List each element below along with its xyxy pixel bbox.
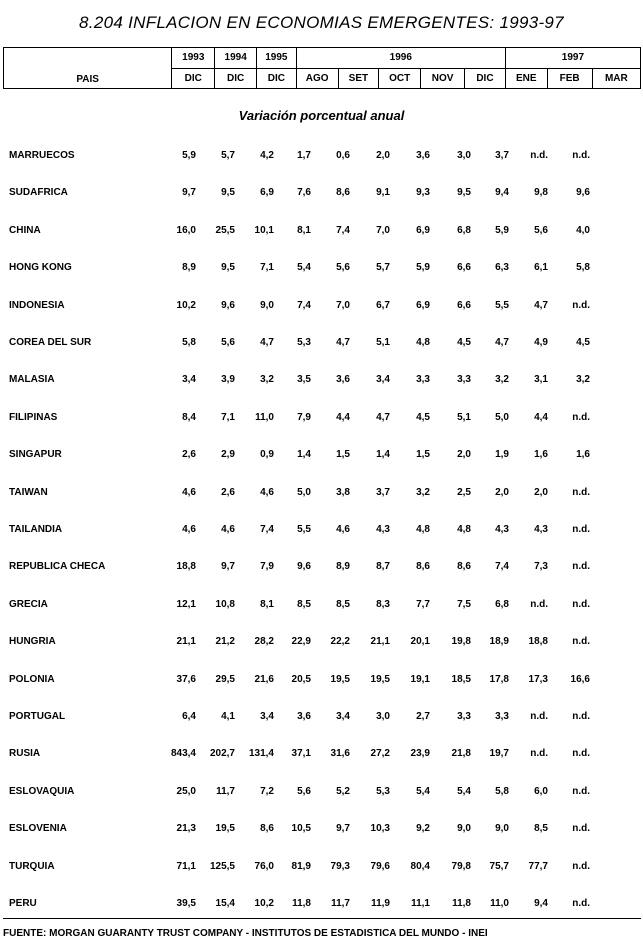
value-cell: n.d. [530,150,548,161]
value-cell: n.d. [572,412,590,423]
header-pais: PAIS [4,48,172,89]
table-row [0,711,643,727]
table-row [0,786,643,802]
value-cell: 9,7 [336,823,350,834]
value-cell: 1,6 [534,449,548,460]
value-cell: 8,1 [260,599,274,610]
value-cell: 22,2 [330,636,350,647]
value-cell: 7,5 [457,599,471,610]
value-cell: 3,6 [416,150,430,161]
value-cell: n.d. [572,487,590,498]
value-cell: 9,4 [534,898,548,909]
value-cell: 79,8 [451,861,471,872]
value-cell: 7,4 [260,524,274,535]
value-cell: 7,4 [336,225,350,236]
table-subtitle: Variación porcentual anual [238,108,405,123]
page-title: 8.204 INFLACION EN ECONOMIAS EMERGENTES: 1993-97 [79,13,564,32]
value-cell: 10,5 [291,823,311,834]
country-name: MARRUECOS [9,150,75,161]
value-cell: 3,3 [416,374,430,385]
value-cell: 0,6 [336,150,350,161]
table-row [0,599,643,615]
value-cell: 4,5 [457,337,471,348]
country-name: SINGAPUR [9,449,62,460]
country-name: TURQUIA [9,861,55,872]
value-cell: 5,6 [297,786,311,797]
value-cell: 3,0 [457,150,471,161]
value-cell: 27,2 [370,748,390,759]
value-cell: n.d. [572,748,590,759]
country-name: COREA DEL SUR [9,337,92,348]
table-row [0,187,643,203]
value-cell: 2,0 [495,487,509,498]
value-cell: 2,6 [221,487,235,498]
value-cell: 3,4 [260,711,274,722]
value-cell: 17,3 [528,674,548,685]
value-cell: 77,7 [528,861,548,872]
value-cell: 21,6 [254,674,274,685]
value-cell: 5,5 [495,300,509,311]
value-cell: 29,5 [215,674,235,685]
header-month: AGO [296,69,338,89]
value-cell: 4,1 [221,711,235,722]
value-cell: 9,5 [221,187,235,198]
value-cell: 81,9 [291,861,311,872]
value-cell: 3,8 [336,487,350,498]
value-cell: 8,5 [534,823,548,834]
table-row [0,374,643,390]
value-cell: 39,5 [176,898,196,909]
bottom-rule [3,918,641,919]
value-cell: 11,9 [371,898,390,909]
country-name: HUNGRIA [9,636,56,647]
header-month: FEB [547,69,592,89]
value-cell: 131,4 [248,748,274,759]
value-cell: 9,0 [260,300,274,311]
country-name: ESLOVENIA [9,823,67,834]
value-cell: n.d. [530,599,548,610]
value-cell: 2,7 [416,711,430,722]
value-cell: 4,2 [260,150,274,161]
header-month: DIC [215,69,257,89]
value-cell: 16,6 [570,674,590,685]
value-cell: 2,0 [376,150,390,161]
country-name: FILIPINAS [9,412,58,423]
header-year-1993: 1993 [172,48,215,69]
table-row [0,861,643,877]
value-cell: n.d. [572,636,590,647]
value-cell: 18,9 [489,636,509,647]
country-name: REPUBLICA CHECA [9,561,106,572]
value-cell: 5,4 [457,786,471,797]
header-year-1994: 1994 [215,48,257,69]
table-row [0,636,643,652]
value-cell: 12,1 [176,599,196,610]
value-cell: 5,9 [416,262,430,273]
value-cell: 10,1 [254,225,274,236]
value-cell: 9,4 [495,187,509,198]
value-cell: 125,5 [209,861,235,872]
table-row [0,561,643,577]
value-cell: 5,6 [336,262,350,273]
value-cell: n.d. [572,599,590,610]
value-cell: n.d. [572,524,590,535]
value-cell: 4,7 [534,300,548,311]
header-year-1995: 1995 [257,48,297,69]
value-cell: 3,4 [182,374,196,385]
value-cell: 28,2 [254,636,274,647]
value-cell: 79,6 [370,861,390,872]
value-cell: 4,6 [221,524,235,535]
country-name: TAIWAN [9,487,48,498]
value-cell: 4,5 [416,412,430,423]
country-name: TAILANDIA [9,524,63,535]
value-cell: 20,1 [410,636,430,647]
value-cell: 9,5 [457,187,471,198]
value-cell: 8,6 [336,187,350,198]
value-cell: n.d. [530,748,548,759]
value-cell: 6,1 [534,262,548,273]
value-cell: 9,8 [534,187,548,198]
header-month: MAR [592,69,640,89]
table-row [0,748,643,764]
value-cell: 5,0 [297,487,311,498]
value-cell: 202,7 [209,748,235,759]
table-row [0,337,643,353]
value-cell: 4,3 [534,524,548,535]
value-cell: 21,1 [370,636,390,647]
value-cell: 3,2 [416,487,430,498]
value-cell: n.d. [572,823,590,834]
value-cell: 3,1 [534,374,548,385]
value-cell: 3,2 [260,374,274,385]
value-cell: 4,7 [495,337,509,348]
value-cell: 19,1 [410,674,430,685]
value-cell: 6,3 [495,262,509,273]
country-name: INDONESIA [9,300,65,311]
header-year-1996: 1996 [296,48,505,69]
value-cell: 19,7 [489,748,509,759]
value-cell: 5,3 [376,786,390,797]
value-cell: 9,7 [182,187,196,198]
value-cell: 8,6 [260,823,274,834]
value-cell: 71,1 [176,861,196,872]
value-cell: 4,6 [182,487,196,498]
value-cell: 4,0 [576,225,590,236]
value-cell: 18,8 [528,636,548,647]
value-cell: n.d. [572,861,590,872]
value-cell: 2,0 [534,487,548,498]
value-cell: 5,4 [297,262,311,273]
value-cell: 3,9 [221,374,235,385]
value-cell: 4,8 [457,524,471,535]
value-cell: 5,1 [457,412,471,423]
value-cell: 7,0 [376,225,390,236]
country-name: SUDAFRICA [9,187,68,198]
column-header-table [3,47,641,89]
header-month: DIC [257,69,297,89]
value-cell: 7,4 [297,300,311,311]
value-cell: 8,1 [297,225,311,236]
value-cell: 7,2 [260,786,274,797]
value-cell: 79,3 [330,861,350,872]
value-cell: 3,2 [576,374,590,385]
value-cell: 10,8 [215,599,235,610]
value-cell: 4,3 [495,524,509,535]
value-cell: 75,7 [489,861,509,872]
value-cell: 8,7 [376,561,390,572]
value-cell: 17,8 [489,674,509,685]
value-cell: 6,6 [457,300,471,311]
value-cell: n.d. [530,711,548,722]
value-cell: 25,5 [215,225,235,236]
value-cell: 1,5 [336,449,350,460]
country-name: RUSIA [9,748,41,759]
value-cell: 2,6 [182,449,196,460]
value-cell: 5,3 [297,337,311,348]
header-month: DIC [465,69,506,89]
value-cell: 1,4 [297,449,311,460]
value-cell: 15,4 [215,898,235,909]
value-cell: 6,8 [457,225,471,236]
value-cell: 5,9 [182,150,196,161]
value-cell: 4,6 [182,524,196,535]
header-month: ENE [505,69,547,89]
country-name: HONG KONG [9,262,72,273]
value-cell: 6,7 [376,300,390,311]
value-cell: 31,6 [330,748,350,759]
header-year-1997: 1997 [505,48,640,69]
value-cell: 8,6 [457,561,471,572]
value-cell: 1,4 [376,449,390,460]
value-cell: 6,0 [534,786,548,797]
value-cell: 1,7 [297,150,311,161]
value-cell: 3,3 [457,374,471,385]
value-cell: 7,0 [336,300,350,311]
value-cell: 9,0 [457,823,471,834]
value-cell: 11,0 [255,412,274,423]
value-cell: 21,2 [215,636,235,647]
value-cell: 1,9 [495,449,509,460]
value-cell: 5,8 [495,786,509,797]
value-cell: 2,0 [457,449,471,460]
value-cell: 7,4 [495,561,509,572]
table-row [0,823,643,839]
value-cell: 21,3 [176,823,196,834]
value-cell: 3,7 [495,150,509,161]
value-cell: 7,7 [416,599,430,610]
value-cell: 4,4 [534,412,548,423]
value-cell: 21,8 [451,748,471,759]
table-row [0,300,643,316]
value-cell: 4,8 [416,524,430,535]
value-cell: 3,0 [376,711,390,722]
value-cell: 7,1 [221,412,235,423]
value-cell: 4,5 [576,337,590,348]
value-cell: 8,4 [182,412,196,423]
value-cell: 76,0 [254,861,274,872]
value-cell: 8,9 [336,561,350,572]
value-cell: 4,8 [416,337,430,348]
value-cell: 9,1 [376,187,390,198]
value-cell: 0,9 [260,449,274,460]
country-name: GRECIA [9,599,48,610]
value-cell: 18,8 [176,561,196,572]
value-cell: 9,3 [416,187,430,198]
value-cell: 19,5 [370,674,390,685]
value-cell: 4,7 [260,337,274,348]
value-cell: 37,1 [291,748,311,759]
value-cell: 10,2 [176,300,196,311]
value-cell: 5,2 [336,786,350,797]
table-row [0,150,643,166]
value-cell: 23,9 [410,748,430,759]
value-cell: 37,6 [176,674,196,685]
value-cell: 19,5 [330,674,350,685]
table-row [0,412,643,428]
value-cell: 843,4 [170,748,196,759]
header-month: OCT [379,69,421,89]
value-cell: 9,5 [221,262,235,273]
value-cell: 5,5 [297,524,311,535]
value-cell: 3,4 [336,711,350,722]
header-month: SET [338,69,379,89]
value-cell: 7,6 [297,187,311,198]
value-cell: 5,0 [495,412,509,423]
value-cell: 3,2 [495,374,509,385]
value-cell: 11,0 [490,898,509,909]
value-cell: 6,9 [416,300,430,311]
value-cell: 8,5 [297,599,311,610]
value-cell: 7,3 [534,561,548,572]
country-name: POLONIA [9,674,55,685]
table-row [0,449,643,465]
value-cell: 11,7 [216,786,235,797]
value-cell: 11,8 [292,898,311,909]
value-cell: 4,7 [376,412,390,423]
table-row [0,225,643,241]
value-cell: 5,8 [182,337,196,348]
value-cell: 8,3 [376,599,390,610]
value-cell: 10,2 [254,898,274,909]
value-cell: 3,5 [297,374,311,385]
value-cell: 4,9 [534,337,548,348]
value-cell: 18,5 [451,674,471,685]
value-cell: 11,8 [452,898,471,909]
value-cell: 4,7 [336,337,350,348]
value-cell: 11,1 [411,898,430,909]
value-cell: 3,3 [457,711,471,722]
table-row [0,262,643,278]
table-row [0,898,643,914]
value-cell: 22,9 [291,636,311,647]
value-cell: 16,0 [176,225,196,236]
value-cell: 3,7 [376,487,390,498]
value-cell: 25,0 [176,786,196,797]
value-cell: 5,7 [376,262,390,273]
value-cell: 2,5 [457,487,471,498]
value-cell: 8,5 [336,599,350,610]
value-cell: n.d. [572,898,590,909]
value-cell: 5,6 [221,337,235,348]
country-name: PERU [9,898,37,909]
value-cell: 9,0 [495,823,509,834]
value-cell: 3,4 [376,374,390,385]
value-cell: 21,1 [176,636,196,647]
value-cell: 8,6 [416,561,430,572]
value-cell: 5,4 [416,786,430,797]
value-cell: 4,6 [260,487,274,498]
source-note: FUENTE: MORGAN GUARANTY TRUST COMPANY - INSTITUTOS DE ESTADISTICA DEL MUNDO - INEI [3,928,488,939]
value-cell: 19,5 [215,823,235,834]
value-cell: 9,6 [576,187,590,198]
table-row [0,524,643,540]
value-cell: n.d. [572,150,590,161]
value-cell: 11,7 [331,898,350,909]
value-cell: 6,8 [495,599,509,610]
value-cell: 3,6 [297,711,311,722]
value-cell: 6,4 [182,711,196,722]
value-cell: n.d. [572,711,590,722]
value-cell: 5,6 [534,225,548,236]
value-cell: 6,9 [260,187,274,198]
value-cell: 8,9 [182,262,196,273]
value-cell: n.d. [572,561,590,572]
country-name: CHINA [9,225,41,236]
value-cell: 5,9 [495,225,509,236]
country-name: PORTUGAL [9,711,66,722]
value-cell: 4,4 [336,412,350,423]
value-cell: n.d. [572,786,590,797]
table-row [0,674,643,690]
value-cell: 5,7 [221,150,235,161]
value-cell: 4,3 [376,524,390,535]
value-cell: 20,5 [291,674,311,685]
value-cell: 7,1 [260,262,274,273]
value-cell: 1,6 [576,449,590,460]
value-cell: 5,1 [376,337,390,348]
header-month: DIC [172,69,215,89]
value-cell: n.d. [572,300,590,311]
value-cell: 10,3 [370,823,390,834]
value-cell: 4,6 [336,524,350,535]
value-cell: 2,9 [221,449,235,460]
country-name: MALASIA [9,374,55,385]
value-cell: 7,9 [260,561,274,572]
value-cell: 9,7 [221,561,235,572]
header-month: NOV [421,69,465,89]
value-cell: 9,6 [297,561,311,572]
value-cell: 3,6 [336,374,350,385]
value-cell: 1,5 [416,449,430,460]
value-cell: 7,9 [297,412,311,423]
value-cell: 5,8 [576,262,590,273]
table-row [0,487,643,503]
value-cell: 80,4 [410,861,430,872]
value-cell: 9,6 [221,300,235,311]
value-cell: 6,9 [416,225,430,236]
value-cell: 19,8 [451,636,471,647]
value-cell: 6,6 [457,262,471,273]
value-cell: 9,2 [416,823,430,834]
country-name: ESLOVAQUIA [9,786,75,797]
value-cell: 3,3 [495,711,509,722]
